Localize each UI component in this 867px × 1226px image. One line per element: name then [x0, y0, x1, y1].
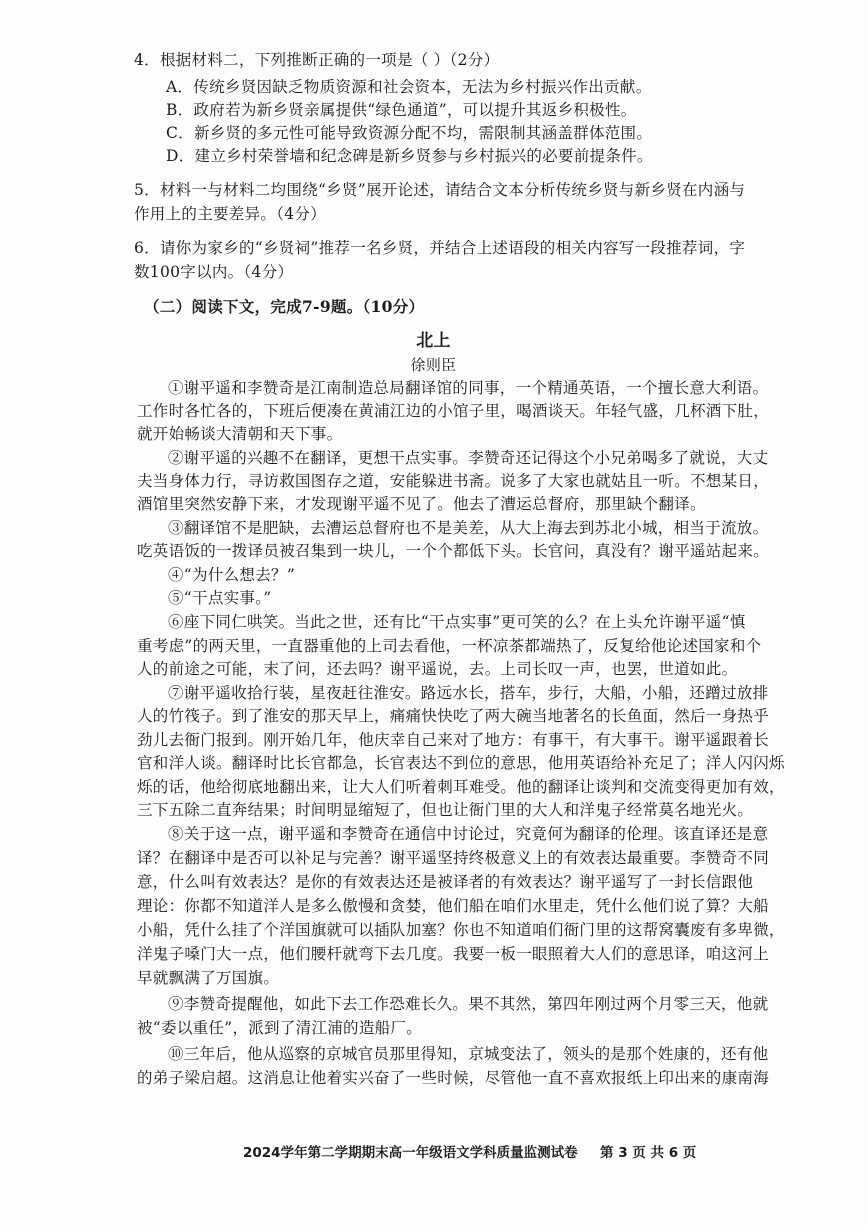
paragraph-2-line: 酒馆里突然安静下来，才发现谢平遥不见了。他去了漕运总督府，那里缺个翻译。	[137, 495, 706, 513]
paragraph-6-line: ⑥座下同仁哄笑。当此之世，还有比“干点实事”更可笑的么？在上头允许谢平遥“慎	[168, 613, 746, 631]
question-6-line-2: 数100字以内。（4分）	[134, 263, 294, 281]
paragraph-7-line: 官和洋人谈。翻译时比长官都急，长官表达不到位的意思，他用英语给补充足了；洋人闪闪烁	[137, 754, 785, 772]
question-4-option-c: C．新乡贤的多元性可能导致资源分配不均，需限制其涵盖群体范围。	[166, 124, 653, 142]
section-2-heading: （二）阅读下文，完成7-9题。（10分）	[144, 297, 425, 316]
question-6-line-1: 6．请你为家乡的“乡贤祠”推荐一名乡贤，并结合上述语段的相关内容写一段推荐词，字	[134, 239, 746, 257]
paragraph-7-line: 劲儿去衙门报到。刚开始几年，他庆幸自己来对了地方：有事干，有大事干。谢平遥跟着长	[137, 731, 770, 749]
paragraph-3-line: ③翻译馆不是肥缺，去漕运总督府也不是美差，从大上海去到苏北小城，相当于流放。	[168, 519, 769, 537]
paragraph-4-line: ④“为什么想去？”	[168, 566, 296, 584]
exam-title: 2024学年第二学期期末高一年级语文学科质量监测试卷	[243, 1145, 578, 1161]
story-author: 徐则臣	[410, 356, 457, 374]
paragraph-7-line: 人的竹筏子。到了淮安的那天早上，痛痛快快吃了两大碗当地著名的长鱼面，然后一身热乎	[137, 707, 770, 725]
paragraph-8-line: 小船，凭什么挂了个洋国旗就可以插队加塞？你也不知道咱们衙门里的这帮窝囊废有多卑微，	[137, 921, 785, 939]
paragraph-1-line: 工作时各忙各的，下班后便凑在黄浦江边的小馆子里，喝酒谈天。年轻气盛，几杯酒下肚，	[137, 402, 770, 420]
paragraph-7-line: 烁的话，他给彻底地翻出来，让大人们听着刺耳难受。他的翻译让谈判和交流变得更加有效，	[137, 778, 785, 796]
paragraph-2-line: ②谢平遥的兴趣不在翻译，更想干点实事。李赞奇还记得这个小兄弟喝多了就说，大丈	[168, 449, 769, 467]
paragraph-10-line: 的弟子梁启超。这消息让他着实兴奋了一些时候，尽管他一直不喜欢报纸上印出来的康南海	[137, 1069, 770, 1087]
paragraph-7-line: 三下五除二直奔结果；时间明显缩短了，但也让衙门里的大人和洋鬼子经常莫名地光火。	[137, 801, 754, 819]
question-4-option-a: A．传统乡贤因缺乏物质资源和社会资本，无法为乡村振兴作出贡献。	[166, 78, 652, 96]
question-4-stem: 4．根据材料二，下列推断正确的一项是（ ）（2分）	[134, 51, 500, 69]
paragraph-3-line: 吃英语饭的一拨译员被召集到一块儿，一个个都低下头。长官问，真没有？谢平遥站起来。	[137, 542, 770, 560]
paragraph-5-line: ⑤“干点实事。”	[168, 589, 272, 607]
paragraph-1-line: 就开始畅谈大清朝和天下事。	[137, 425, 343, 443]
paragraph-2-line: 夫当身体力行，寻访救国图存之道，安能躲进书斋。说多了大家也就姑且一听。不想某日，	[137, 472, 770, 490]
paragraph-9-line: 被“委以重任”，派到了清江浦的造船厂。	[137, 1019, 423, 1037]
question-5-line-1: 5．材料一与材料二均围绕“乡贤”展开论述，请结合文本分析传统乡贤与新乡贤在内涵与	[134, 181, 746, 199]
page-number: 第 3 页 共 6 页	[600, 1145, 697, 1161]
paragraph-9-line: ⑨李赞奇提醒他，如此下去工作恐难长久。果不其然，第四年刚过两个月零三天，他就	[168, 995, 769, 1013]
paragraph-7-line: ⑦谢平遥收拾行装，星夜赶往淮安。路远水长，搭车，步行，大船，小船，还蹭过放排	[168, 684, 769, 702]
paragraph-8-line: ⑧关于这一点，谢平遥和李赞奇在通信中讨论过，究竟何为翻译的伦理。该直译还是意	[168, 825, 769, 843]
paragraph-6-line: 人的前途之可能，末了问，还去吗？谢平遥说，去。上司长叹一声，也罢，世道如此。	[137, 660, 738, 678]
paragraph-8-line: 洋鬼子嗓门大一点，他们腰杆就弯下去几度。我要一板一眼照着大人们的意思译，咱这河上	[137, 945, 770, 963]
paragraph-8-line: 理论：你都不知道洋人是多么傲慢和贪婪，他们船在咱们水里走，凭什么他们说了算？大船	[137, 897, 770, 915]
question-4-option-b: B．政府若为新乡贤亲属提供“绿色通道”，可以提升其返乡积极性。	[166, 101, 637, 119]
story-title: 北上	[416, 331, 451, 351]
question-4-option-d: D．建立乡村荣誉墙和纪念碑是新乡贤参与乡村振兴的必要前提条件。	[166, 147, 653, 165]
question-5-line-2: 作用上的主要差异。（4分）	[134, 205, 327, 223]
paragraph-8-line: 译？在翻译中是否可以补足与完善？谢平遥坚持终极意义上的有效表达最重要。李赞奇不同	[137, 849, 770, 867]
paragraph-10-line: ⑩三年后，他从巡察的京城官员那里得知，京城变法了，领头的是那个姓康的，还有他	[168, 1045, 769, 1063]
paragraph-8-line: 早就飘满了万国旗。	[137, 969, 280, 987]
paragraph-6-line: 重考虑”的两天里，一直器重他的上司去看他，一杯凉茶都端热了，反复给他论述国家和个	[137, 637, 762, 655]
paragraph-1-line: ①谢平遥和李赞奇是江南制造总局翻译馆的同事，一个精通英语，一个擅长意大利语。	[168, 379, 769, 397]
paragraph-8-line: 意，什么叫有效表达？是你的有效表达还是被译者的有效表达？谢平遥写了一封长信跟他	[137, 873, 754, 891]
